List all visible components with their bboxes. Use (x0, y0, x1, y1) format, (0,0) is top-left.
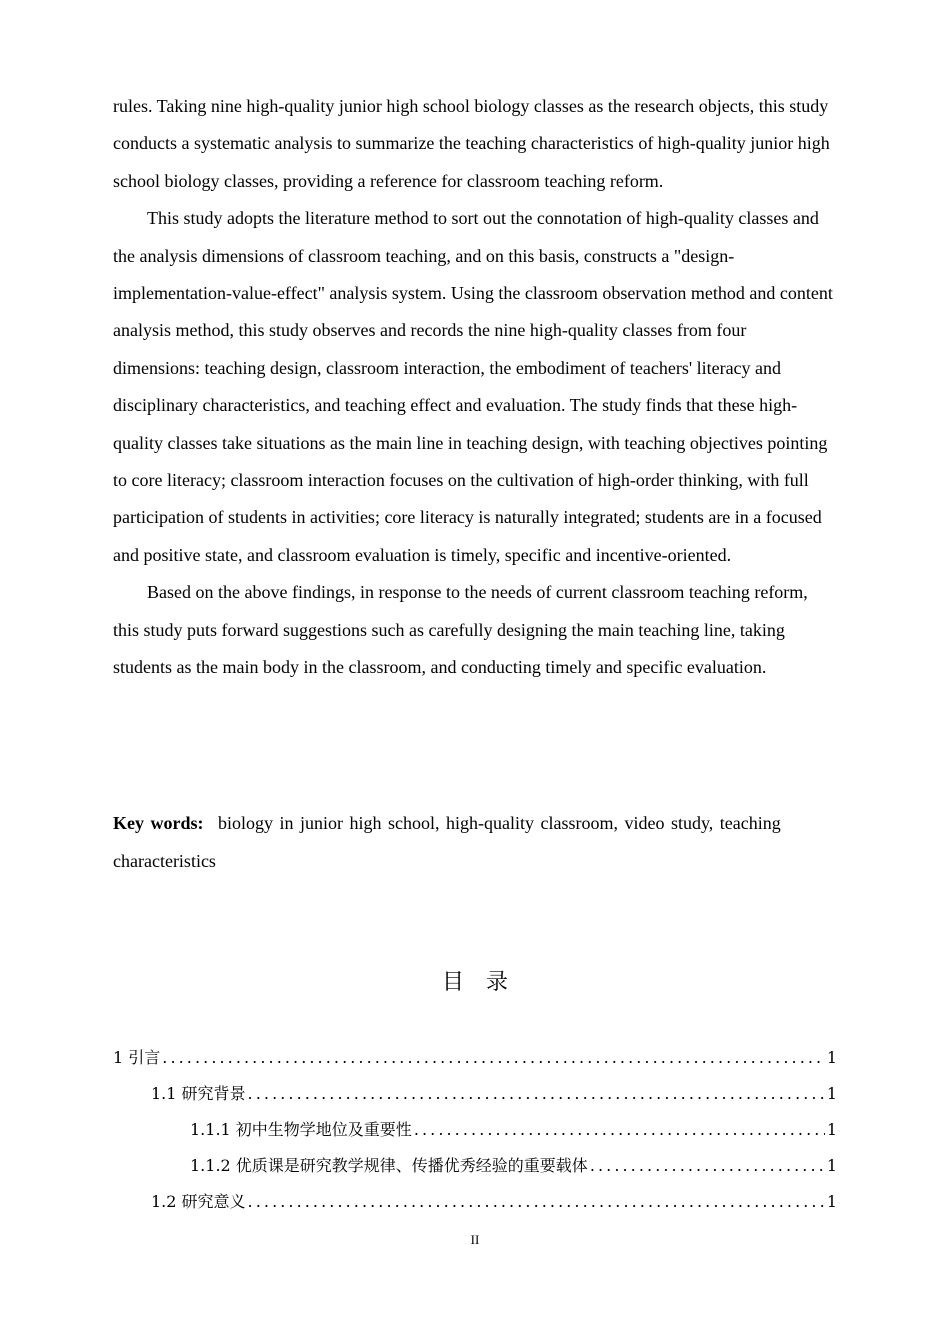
keywords-label: Key words: (113, 813, 204, 833)
toc-leader-dots (162, 1042, 825, 1074)
toc-entry[interactable] (113, 1114, 837, 1150)
page-number: II (470, 1232, 480, 1247)
toc-entry-label: 1.1 研究背景 (151, 1084, 246, 1103)
toc-entry[interactable] (113, 1186, 837, 1222)
english-abstract (113, 88, 835, 687)
abstract-paragraph-1: rules. Taking nine high-quality junior high school biology classes as the research objects, this study conducts a systematic analysis to summarize the teaching characteristics of high-quality junior high school biology classes, providing a reference for classroom teaching reform. (113, 96, 830, 191)
toc-entry[interactable] (113, 1150, 837, 1186)
toc-entry-label: 1.2 研究意义 (151, 1192, 246, 1211)
keywords-text: biology in junior high school, high-quality classroom, video study, teaching characteristics (113, 813, 781, 871)
toc-leader-dots (248, 1186, 825, 1218)
toc-entry-label: 1.1.1 初中生物学地位及重要性 (190, 1120, 412, 1139)
toc-leader-dots (248, 1078, 825, 1110)
toc-leader-dots (590, 1150, 825, 1182)
abstract-paragraph-3: Based on the above findings, in response to the needs of current classroom teaching reform, this study puts forward suggestions such as carefully designing the main teaching line, taking students as the main body in the classroom, and conducting timely and specific evaluation. (113, 582, 808, 678)
toc-leader-dots (414, 1114, 825, 1146)
toc-entry-page: 1 (826, 1084, 837, 1103)
keywords-section (113, 804, 835, 880)
toc-entry-page: 1 (826, 1156, 837, 1175)
toc-entry-label: 1 引言 (113, 1048, 161, 1067)
toc-entry-page: 1 (826, 1120, 837, 1139)
toc-entry[interactable] (113, 1042, 837, 1078)
abstract-paragraph-2: This study adopts the literature method to sort out the connotation of high-quality classes and the analysis dimensions of classroom teaching, and on this basis, constructs a "design-implementation-value-effect" analysis system. Using the classroom observation method and content analysis method, this study observes and records the nine high-quality classes from four dimensions: teaching design, classroom interaction, the embodiment of teachers' literacy and disciplinary characteristics, and teaching effect and evaluation. The study finds that these high-quality classes take situations as the main line in teaching design, with teaching objectives pointing to core literacy; classroom interaction focuses on the cultivation of high-order thinking, with full participation of students in activities; core literacy is naturally integrated; students are in a focused and positive state, and classroom evaluation is timely, specific and incentive-oriented. (113, 208, 833, 565)
toc-entry[interactable] (113, 1078, 837, 1114)
toc-entry-page: 1 (826, 1192, 837, 1211)
toc-title: 目录 (441, 970, 530, 995)
toc-entry-label: 1.1.2 优质课是研究教学规律、传播优秀经验的重要载体 (190, 1156, 588, 1175)
toc-entry-page: 1 (826, 1048, 837, 1067)
table-of-contents (113, 1042, 837, 1222)
